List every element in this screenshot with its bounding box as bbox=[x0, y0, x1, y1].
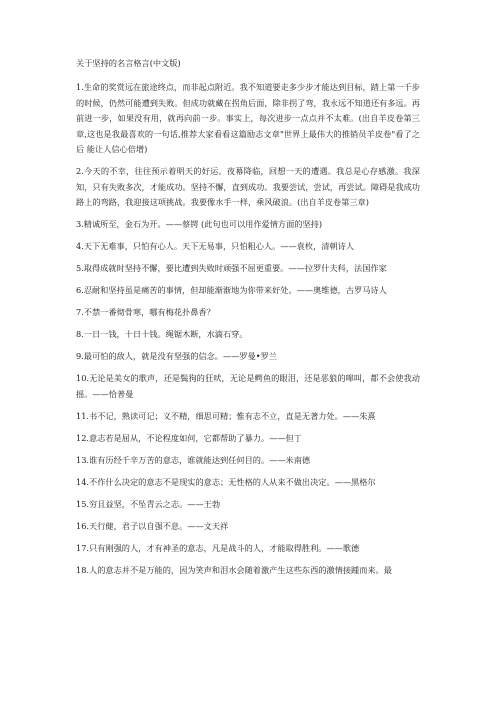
quote-paragraph: 18.人的意志并不是万能的，因为笑声和泪水会随着激产生这些东西的激情接踵而来。最 bbox=[76, 564, 392, 575]
quote-paragraph: 7.不禁一番彻骨寒，哪有梅花扑鼻香？ bbox=[76, 307, 215, 317]
quote-paragraph: 11.书不记，熟读可记；义不精，细思可精；惟有志不立，直是无著力处。——朱熹 bbox=[76, 410, 376, 421]
quote-paragraph: 12.意志若是屈从，不论程度如何，它都帮助了暴力。——但丁 bbox=[76, 432, 302, 443]
quote-paragraph: 9.最可怕的敌人，就是没有坚强的信念。——罗曼•罗兰 bbox=[76, 351, 277, 361]
quote-paragraph: 4.天下无难事，只怕有心人。天下无易事，只怕粗心人。——袁枚，清朝诗人 bbox=[76, 241, 355, 251]
quote-paragraph: 2.今天的不幸，往往预示着明天的好运。夜幕降临，回想一天的遭遇。我总是心存感激。我深知，只有失败多次，才能成功。坚持不懈，直到成功。我要尝试，尝试，再尝试。障碍是我成功路上的弯路，我迎接这项挑战。我要像水手一样，乘风破浪。(出自羊皮卷第三章) bbox=[76, 166, 420, 207]
quote-paragraph: 15.穷且益坚，不坠青云之志。——王勃 bbox=[76, 498, 221, 509]
quote-list bbox=[76, 80, 420, 578]
quote-paragraph: 6.忍耐和坚持虽是痛苦的事情，但却能渐渐地为你带来好处。——奥维德，古罗马诗人 bbox=[76, 285, 387, 295]
quote-paragraph: 17.只有刚强的人，才有神圣的意志，凡是战斗的人，才能取得胜利。——歌德 bbox=[76, 542, 360, 553]
quote-paragraph: 13.谁有历经千辛万苦的意志，谁就能达到任何目的。——米南德 bbox=[76, 454, 311, 465]
quote-paragraph: 14.不作什么决定的意志不是现实的意志；无性格的人从来不做出决定。——黑格尔 bbox=[76, 476, 376, 487]
quote-paragraph: 10.无论是美女的歌声，还是鬓狗的狂吠，无论是鳄鱼的眼泪，还是恶狼的嗥叫，都不会使我动摇。——恰普曼 bbox=[76, 373, 420, 399]
quote-paragraph: 8.一日一钱，十日十钱。绳锯木断，水滴石穿。 bbox=[76, 329, 248, 339]
quote-paragraph: 5.取得成就时坚持不懈，要比遭到失败时顽强不屈更重要。——拉罗什夫科，法国作家 bbox=[76, 263, 387, 273]
quote-paragraph: 1.生命的奖赏远在旅途终点，而非起点附近。我不知道要走多少步才能达到目标，踏上第一千步的时候，仍然可能遭到失败。但成功就藏在拐角后面，除非拐了弯，我永远不知道还有多远。再前进一步，如果没有用，就再向前一步。事实上，每次进步一点点并不太难。(出自羊皮卷第三章,这也是我最喜欢的一句话,推荐大家看看这篇励志文章"世界上最伟大的推销员羊皮卷"看了之后 能让人信心倍增) bbox=[76, 82, 420, 154]
quote-paragraph: 3.精诚所至，金石为开。——蔡锷 (此句也可以用作爱情方面的坚持) bbox=[76, 219, 323, 229]
quote-paragraph: 16.天行健，君子以自强不息。——文天祥 bbox=[76, 520, 229, 531]
document-title: 关于坚持的名言格言(中文版) bbox=[76, 58, 181, 68]
